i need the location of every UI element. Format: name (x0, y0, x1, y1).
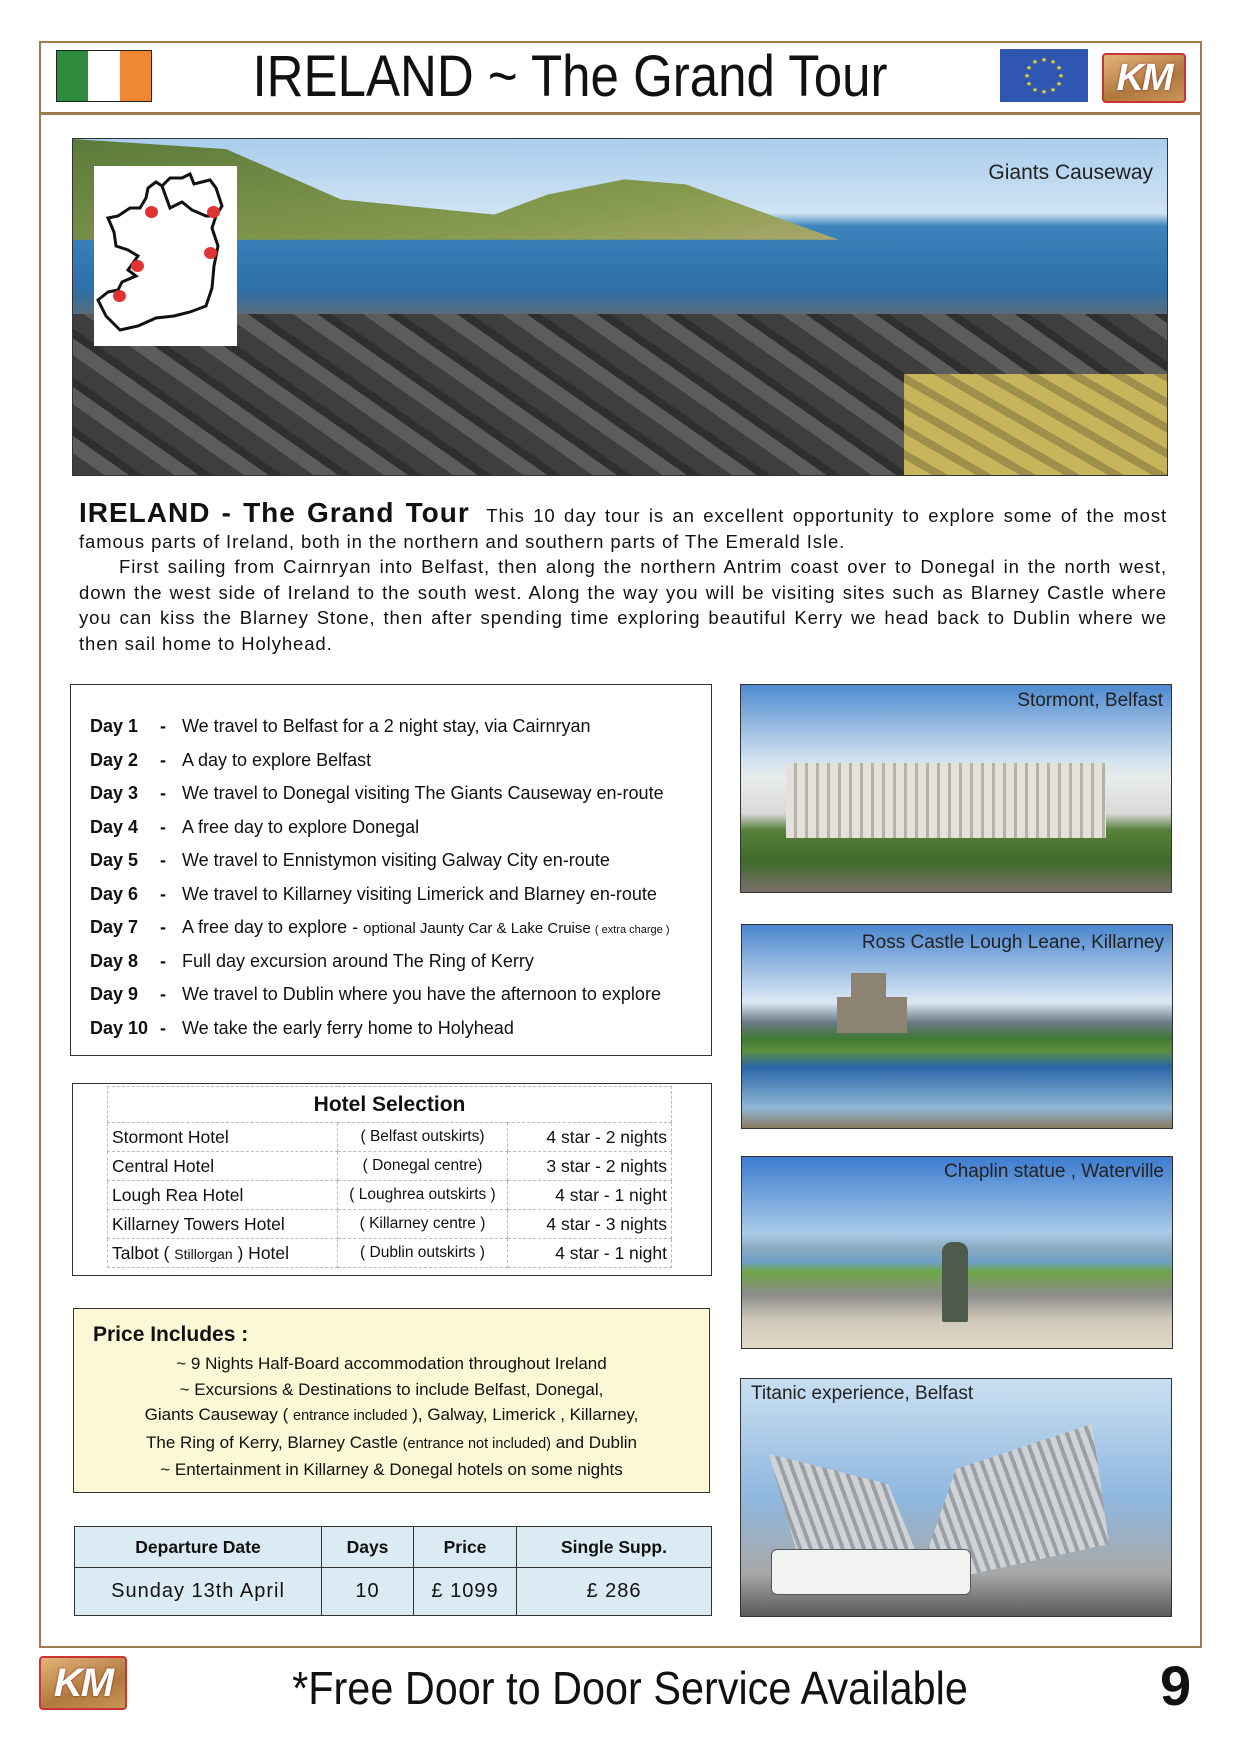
page-title: IRELAND ~ The Grand Tour (252, 44, 888, 109)
days-value: 10 (322, 1568, 414, 1616)
irish-flag-icon (56, 50, 152, 102)
hotel-selection-box (72, 1083, 712, 1276)
hero-photo-giants-causeway (72, 138, 1168, 476)
photo-titanic (740, 1378, 1172, 1617)
dash: - (160, 984, 166, 1005)
dash: - (160, 749, 166, 770)
hotel-rating: 4 star - 2 nights (508, 1123, 672, 1152)
itinerary-item (90, 1012, 711, 1046)
single-supp-value: £ 286 (517, 1568, 712, 1616)
table-row (108, 1210, 672, 1239)
hotel-rating: 4 star - 1 night (508, 1239, 672, 1268)
svg-text:★: ★ (1055, 65, 1063, 72)
itinerary-box (70, 684, 712, 1056)
table-row (75, 1568, 712, 1616)
day-label: Day 9 (90, 984, 139, 1005)
include-line: ~ Entertainment in Killarney & Donegal hotels on some nights (160, 1460, 623, 1479)
dash: - (160, 850, 166, 871)
include-line: ~ Excursions & Destinations to include Belfast, Donegal, (179, 1379, 604, 1399)
itinerary-item (90, 710, 711, 744)
dash: - (160, 883, 166, 904)
include-line: ~ 9 Nights Half-Board accommodation throughout Ireland (176, 1354, 607, 1373)
page-number: 9 (1160, 1654, 1192, 1717)
itinerary-item (90, 844, 711, 878)
photo-chaplin-statue (741, 1156, 1173, 1349)
km-logo: KM (1102, 53, 1186, 103)
hotel-name: Central Hotel (108, 1152, 338, 1181)
day-label: Day 7 (90, 917, 139, 938)
itinerary-item (90, 945, 711, 979)
day-text: We travel to Belfast for a 2 night stay, via Cairnryan (182, 716, 591, 737)
departure-table (74, 1526, 712, 1616)
day-text: A free day to explore Donegal (182, 816, 420, 837)
intro-paragraph-1: This 10 day tour is an excellent opportunity to explore some of the most famous parts of Ireland, both in the northern and southern parts of The Emerald Isle. (79, 505, 1168, 552)
hotel-rating: 4 star - 1 night (508, 1181, 672, 1210)
photo-caption: Chaplin statue , Waterville (943, 1161, 1164, 1182)
dash: - (160, 917, 166, 938)
svg-text:★: ★ (1049, 59, 1057, 66)
header-divider (39, 112, 1202, 115)
departure-date: Sunday 13th April (75, 1568, 322, 1616)
hotel-table (107, 1086, 672, 1268)
table-row (108, 1239, 672, 1268)
svg-text:★: ★ (1040, 57, 1048, 64)
day-label: Day 6 (90, 883, 139, 904)
photo-caption: Titanic experience, Belfast (751, 1383, 974, 1404)
col-days: Days (322, 1527, 414, 1568)
dash: - (160, 716, 166, 737)
hotel-location: ( Killarney centre ) (338, 1210, 508, 1239)
dash: - (160, 950, 166, 971)
price-includes-box (73, 1308, 710, 1493)
intro-lead: IRELAND - The Grand Tour (79, 497, 470, 528)
svg-text:★: ★ (1025, 65, 1033, 72)
day-text: A free day to explore - optional Jaunty Car & Lake Cruise ( extra charge ) (182, 917, 670, 938)
photo-caption: Stormont, Belfast (1017, 690, 1163, 711)
include-line: The Ring of Kerry, Blarney Castle (entrance not included) and Dublin (145, 1432, 638, 1452)
svg-text:★: ★ (1023, 73, 1031, 80)
intro-text (79, 497, 1168, 656)
svg-text:★: ★ (1040, 89, 1048, 96)
hotel-location: ( Loughrea outskirts ) (338, 1181, 508, 1210)
day-label: Day 5 (90, 850, 139, 871)
svg-text:★: ★ (1025, 81, 1033, 88)
photo-ross-castle (741, 924, 1173, 1129)
footer-tagline: *Free Door to Door Service Available (292, 1662, 968, 1714)
svg-text:★: ★ (1031, 87, 1039, 94)
hotel-location: ( Dublin outskirts ) (338, 1239, 508, 1268)
table-row (108, 1152, 672, 1181)
price-includes-title: Price Includes : (93, 1323, 249, 1346)
price-value: £ 1099 (414, 1568, 517, 1616)
intro-paragraph-2: First sailing from Cairnryan into Belfast, then along the northern Antrim coast over to Donegal in the north west, down the west side of Ireland to the south west. Along the way you will be visiting sites such as Blarney Castle where you can kiss the Blarney Stone, then after spending time exploring beautiful Kerry we head back to Dublin where we then sail home to Holyhead. (79, 556, 1167, 654)
col-price: Price (414, 1527, 517, 1568)
hotel-rating: 3 star - 2 nights (508, 1152, 672, 1181)
day-text: We take the early ferry home to Holyhead (182, 1017, 514, 1038)
photo-caption: Giants Causeway (988, 161, 1153, 184)
table-row (108, 1181, 672, 1210)
hotel-location: ( Belfast outskirts) (338, 1123, 508, 1152)
ireland-map-inset (94, 166, 237, 346)
day-label: Day 4 (90, 816, 139, 837)
day-label: Day 1 (90, 716, 139, 737)
svg-text:★: ★ (1049, 87, 1057, 94)
day-text: We travel to Ennistymon visiting Galway City en-route (182, 850, 610, 871)
day-text: Full day excursion around The Ring of Kerry (182, 950, 534, 971)
svg-text:★: ★ (1055, 81, 1063, 88)
day-text: A day to explore Belfast (182, 749, 372, 770)
day-label: Day 10 (90, 1017, 149, 1038)
itinerary-item (90, 978, 711, 1012)
eu-flag-icon (1000, 49, 1088, 102)
day-label: Day 8 (90, 950, 139, 971)
table-row (108, 1123, 672, 1152)
hotel-rating: 4 star - 3 nights (508, 1210, 672, 1239)
day-text: We travel to Dublin where you have the afternoon to explore (182, 984, 661, 1005)
col-single-supp: Single Supp. (517, 1527, 712, 1568)
svg-text:★: ★ (1031, 59, 1039, 66)
itinerary-item (90, 911, 711, 945)
itinerary-item (90, 878, 711, 912)
dash: - (160, 816, 166, 837)
day-text: We travel to Donegal visiting The Giants Causeway en-route (182, 783, 664, 804)
include-line: Giants Causeway ( entrance included ), Galway, Limerick , Killarney, (144, 1405, 639, 1424)
photo-stormont (740, 684, 1172, 893)
itinerary-item (90, 744, 711, 778)
hotel-name: Lough Rea Hotel (108, 1181, 338, 1210)
svg-text:★: ★ (1057, 73, 1065, 80)
day-label: Day 3 (90, 783, 139, 804)
hotel-name: Killarney Towers Hotel (108, 1210, 338, 1239)
dash: - (160, 783, 166, 804)
hotel-title: Hotel Selection (108, 1087, 672, 1123)
hotel-name: Stormont Hotel (108, 1123, 338, 1152)
hotel-location: ( Donegal centre) (338, 1152, 508, 1181)
day-text: We travel to Killarney visiting Limerick and Blarney en-route (182, 883, 657, 904)
hotel-name: Talbot ( Stillorgan ) Hotel (108, 1239, 338, 1268)
col-departure-date: Departure Date (75, 1527, 322, 1568)
dash: - (160, 1017, 166, 1038)
photo-caption: Ross Castle Lough Leane, Killarney (861, 932, 1164, 953)
km-logo-footer: KM (39, 1656, 127, 1710)
day-label: Day 2 (90, 749, 139, 770)
itinerary-item (90, 811, 711, 845)
itinerary-item (90, 777, 711, 811)
